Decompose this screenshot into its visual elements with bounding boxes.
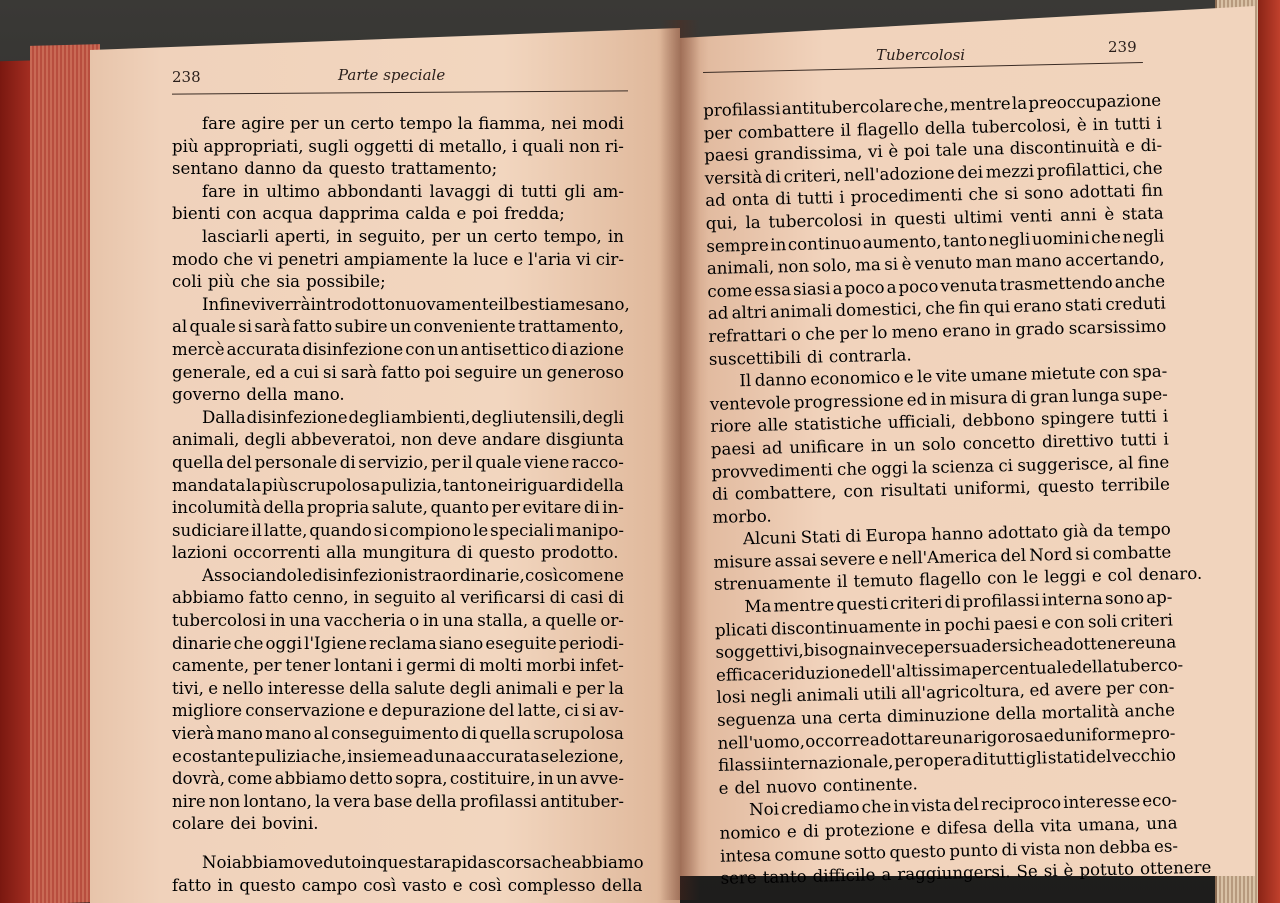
text-line: Dalla disinfezione degli ambienti, degli utensili, degli bbox=[202, 407, 624, 427]
text-line: Il danno economico e le vite umane mietute con spa- bbox=[739, 361, 1168, 391]
paragraph-gap bbox=[172, 836, 624, 852]
text-line: tubercolosi in una vaccheria o in una stalla, a quelle or- bbox=[172, 611, 624, 631]
left-running-head: Parte speciale bbox=[338, 66, 446, 84]
text-line: lasciarli aperti, in seguito, per un certo tempo, in bbox=[202, 226, 624, 246]
book-spine bbox=[660, 20, 700, 900]
text-line: più appropriati, sugli oggetti di metallo, i quali non ri- bbox=[172, 136, 624, 156]
text-line: sentano danno da questo trattamento; bbox=[172, 159, 498, 179]
right-page-body bbox=[703, 90, 1212, 891]
text-line: filassi internazionale, per opera di tutti gli stati del vecchio bbox=[717, 745, 1177, 776]
text-line: sempre in continuo aumento, tanto negli uomini che negli bbox=[706, 226, 1165, 256]
text-line: al quale si sarà fatto subire un conveniente trattamento, bbox=[172, 317, 624, 337]
text-line: mandata la più scrupolosa pulizia, tanto nei riguardi della bbox=[172, 475, 624, 495]
left-page-number: 238 bbox=[172, 68, 201, 86]
text-line: Associando le disinfezioni straordinarie, così come ne bbox=[202, 565, 624, 585]
text-line: strenuamente il temuto flagello con le leggi e col denaro. bbox=[713, 564, 1203, 595]
text-line: quella del personale di servizio, per il quale viene racco- bbox=[172, 452, 624, 472]
text-line: vierà mano mano al conseguimento di quella scrupolosa bbox=[172, 724, 624, 744]
text-line: camente, per tener lontani i germi di molti morbi infet- bbox=[172, 656, 624, 676]
text-line: e del nuovo continente. bbox=[718, 774, 918, 798]
text-line: fare in ultimo abbondanti lavaggi di tutti gli am- bbox=[202, 181, 624, 201]
text-line: bienti con acqua dapprima calda e poi fredda; bbox=[172, 204, 565, 224]
text-line: lazioni occorrenti alla mungitura di questo prodotto. bbox=[172, 543, 619, 563]
text-line: coli più che sia possibile; bbox=[172, 272, 386, 292]
text-line: refrattari o che per lo meno erano in grado scarsissimo bbox=[708, 316, 1167, 346]
right-page-number: 239 bbox=[1108, 38, 1137, 56]
text-line: Infine vi verrà introdotto nuovamente il bestiame sano, bbox=[202, 294, 630, 314]
text-line: misure assai severe e nell'America del Nord si combatte bbox=[713, 542, 1172, 572]
text-line: incolumità della propria salute, quanto per evitare di in- bbox=[172, 498, 624, 518]
text-line: animali, non solo, ma si è venuto man mano accertando, bbox=[706, 248, 1165, 279]
text-line: sudiciare il latte, quando si compiono le speciali manipo- bbox=[172, 520, 624, 540]
text-line: per combattere il flagello della tubercolosi, è in tutti i bbox=[703, 113, 1162, 143]
text-line: dovrà, come abbiamo detto sopra, costituire, in un avve- bbox=[172, 769, 624, 789]
text-line: provvedimenti che oggi la scienza ci suggerisce, al fine bbox=[711, 452, 1170, 482]
text-line: plicati discontinuamente in pochi paesi e con soli criteri bbox=[714, 610, 1174, 640]
text-line: paesi grandissima, vi è poi tale una discontinuità e di- bbox=[704, 135, 1163, 166]
text-line: sere tanto difficile a raggiungersi. Se si è potuto ottenere bbox=[720, 857, 1212, 888]
text-line: fatto in questo campo così vasto e così complesso della bbox=[172, 875, 643, 895]
text-line: seguenza una certa diminuzione della mortalità anche bbox=[716, 700, 1176, 730]
text-line: Noi abbiamo veduto in questa rapida scorsa che abbiamo bbox=[202, 853, 644, 872]
text-line: ad altri animali domestici, che fin qui erano stati creduti bbox=[707, 293, 1166, 324]
text-line: suscettibili di contrarla. bbox=[708, 344, 912, 369]
text-line: animali, degli abbeveratoi, non deve andare disgiunta bbox=[172, 430, 624, 450]
text-line: tivi, e nello interesse della salute degli animali e per la bbox=[172, 678, 624, 698]
text-line: e costante pulizia che, insieme ad una accurata selezione, bbox=[172, 746, 624, 766]
text-line: migliore conservazione e depurazione del latte, ci si av- bbox=[172, 701, 624, 721]
text-line: riore alle statistiche ufficiali, debbono spingere tutti i bbox=[710, 406, 1169, 437]
text-line: generale, ed a cui si sarà fatto poi seguire un generoso bbox=[172, 362, 624, 382]
text-line: soggettivi, bisogna invece persuadersi che ad ottenere una bbox=[715, 632, 1177, 663]
right-running-head: Tubercolosi bbox=[876, 46, 966, 64]
text-line: nomico e di protezione e difesa della vita umana, una bbox=[719, 813, 1178, 843]
text-line: qui, la tubercolosi in questi ultimi venti anni è stata bbox=[705, 203, 1164, 233]
text-line: versità di criteri, nell'adozione dei mezzi profilattici, che bbox=[704, 158, 1163, 188]
book-cover-right bbox=[1258, 0, 1280, 903]
text-line: governo della mano. bbox=[172, 385, 345, 405]
text-line: ad onta di tutti i procedimenti che si sono adottati fin bbox=[705, 180, 1164, 211]
text-line: dinarie che oggi l'Igiene reclama siano eseguite periodi- bbox=[172, 633, 624, 653]
text-line: colare dei bovini. bbox=[172, 814, 319, 834]
text-line: Noi crediamo che in vista del reciproco interesse eco- bbox=[748, 790, 1178, 820]
text-line: losi negli animali utili all'agricoltura, ed avere per con- bbox=[716, 677, 1175, 708]
text-line: Ma mentre questi criteri di profilassi interna sono ap- bbox=[744, 587, 1173, 617]
text-line: Alcuni Stati di Europa hanno adottato già da tempo bbox=[742, 519, 1171, 549]
text-line: morbo. bbox=[712, 506, 772, 527]
text-line: ventevole progressione ed in misura di gran lunga supe- bbox=[709, 384, 1168, 414]
text-line: come essa siasi a poco a poco venuta trasmettendo anche bbox=[707, 271, 1166, 301]
text-line: nire non lontano, la vera base della profilassi antituber- bbox=[172, 791, 624, 811]
text-line: abbiamo fatto cenno, in seguito al verificarsi di casi di bbox=[172, 588, 624, 608]
left-page-body bbox=[172, 113, 644, 897]
text-line: fare agire per un certo tempo la fiamma, nei modi bbox=[202, 114, 624, 133]
text-line: modo che vi penetri ampiamente la luce e l'aria vi cir- bbox=[172, 249, 624, 269]
text-line: efficace riduzione dell'altissima percentuale della tuberco- bbox=[715, 655, 1184, 685]
text-line: paesi ad unificare in un solo concetto direttivo tutti i bbox=[710, 429, 1169, 459]
text-line: intesa comune sotto questo punto di vista non debba es- bbox=[719, 836, 1179, 866]
text-line: mercè accurata disinfezione con un antisettico di azione bbox=[172, 339, 624, 359]
text-line: nell'uomo, occorre adottare una rigorosa ed uniforme pro- bbox=[717, 723, 1176, 753]
text-line: di combattere, con risultati uniformi, questo terribile bbox=[711, 474, 1170, 504]
text-line: profilassi antitubercolare che, mentre la preoccupazione bbox=[703, 90, 1162, 120]
page-edges-left bbox=[30, 44, 100, 903]
